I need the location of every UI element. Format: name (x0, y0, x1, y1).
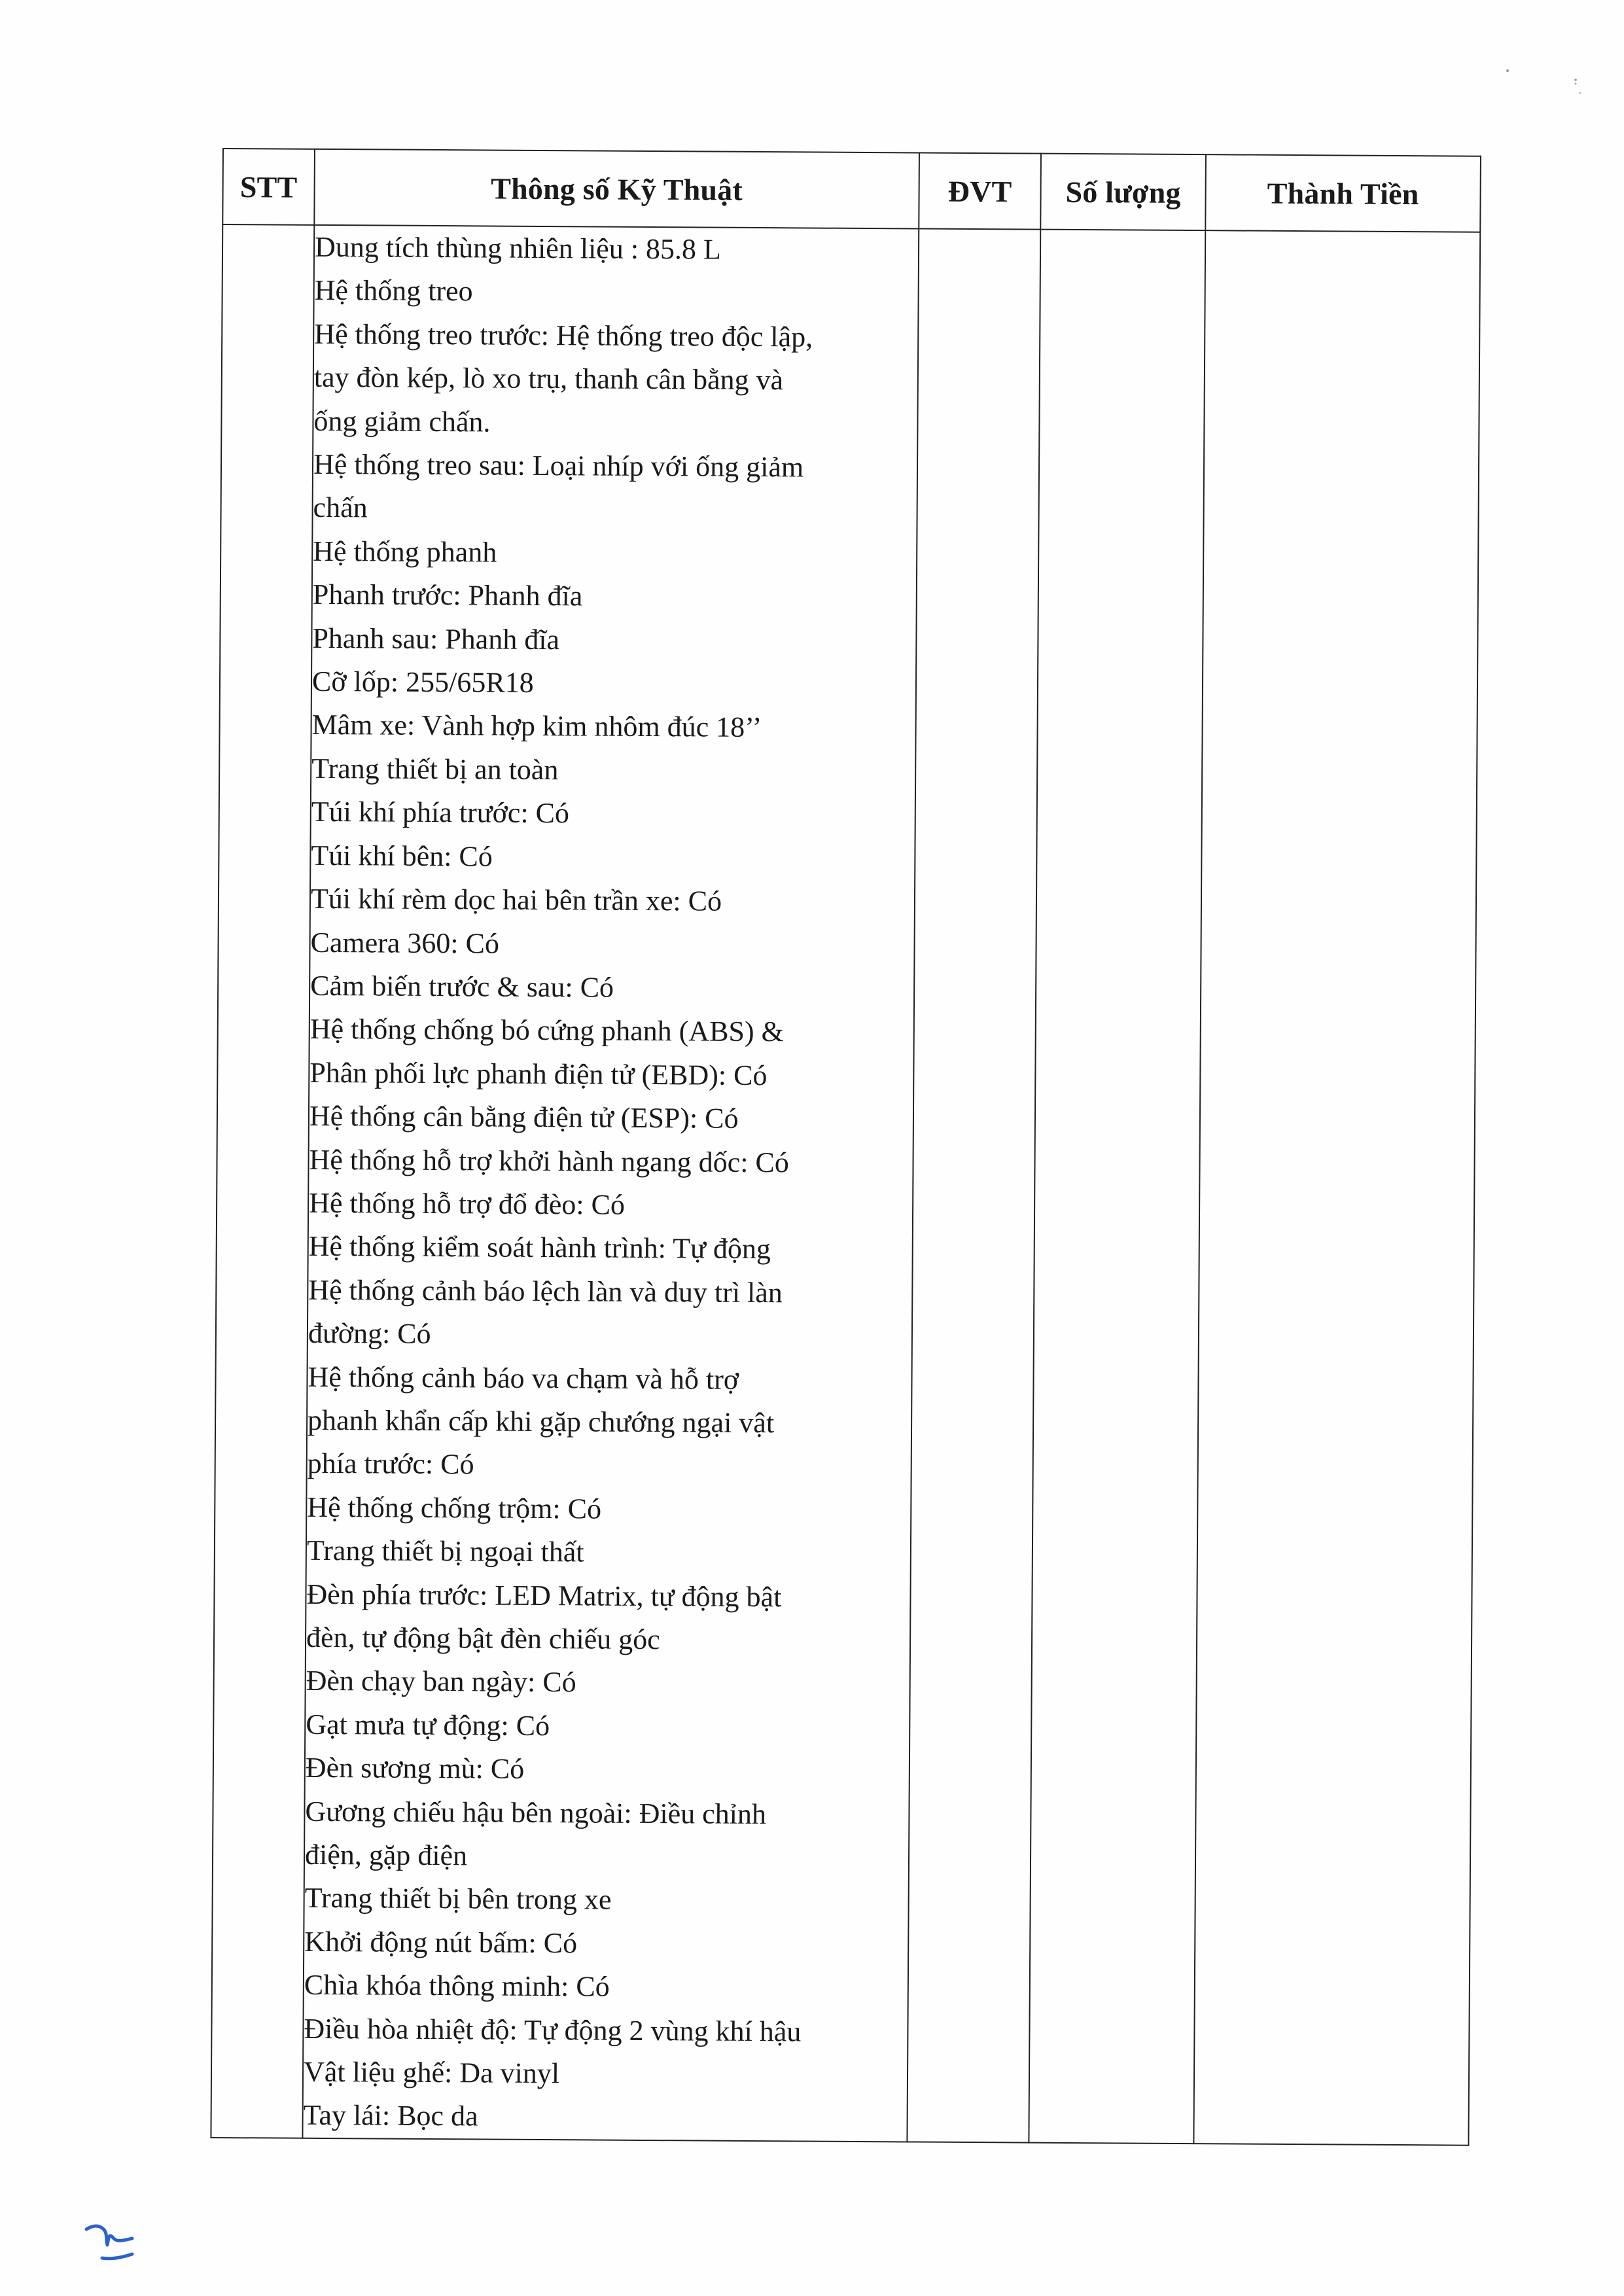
spec-line: Gạt mưa tự động: Có (306, 1708, 550, 1742)
spec-line: Hệ thống chống bó cứng phanh (ABS) & (309, 1013, 785, 1048)
spec-line: Hệ thống cảnh báo lệch làn và duy trì làn (308, 1273, 783, 1309)
spec-line: Trang thiết bị ngoại thất (306, 1534, 584, 1568)
spec-line: Đèn chạy ban ngày: Có (306, 1665, 576, 1699)
spec-line: Phanh trước: Phanh đĩa (312, 578, 583, 612)
spec-line: Tay lái: Bọc da (303, 2099, 478, 2132)
spec-line: Túi khí bên: Có (311, 839, 493, 873)
spec-line: Chìa khóa thông minh: Có (304, 1969, 610, 2003)
spec-line: Hệ thống hỗ trợ đổ đèo: Có (309, 1186, 626, 1221)
spec-line: Hệ thống chống trộm: Có (307, 1491, 602, 1525)
spec-line: chấn (313, 491, 368, 524)
spec-table (210, 148, 1481, 2146)
spec-line: Điều hòa nhiệt độ: Tự động 2 vùng khí hậu (304, 2012, 802, 2048)
spec-line: Hệ thống treo (314, 274, 473, 308)
handwritten-initials-icon (84, 2221, 143, 2267)
spec-line: Cảm biến trước & sau: Có (310, 969, 614, 1004)
cell-unit (907, 229, 1040, 2143)
spec-line: ống giảm chấn. (313, 404, 491, 438)
spec-line: Hệ thống hỗ trợ khởi hành ngang dốc: Có (309, 1143, 790, 1178)
spec-line: Camera 360: Có (310, 926, 500, 960)
spec-line: phanh khẩn cấp khi gặp chướng ngại vật (307, 1404, 775, 1439)
spec-line: Hệ thống cân bằng điện tử (ESP): Có (309, 1099, 739, 1135)
spec-line: Đèn sương mù: Có (305, 1752, 525, 1786)
spec-line: Trang thiết bị bên trong xe (304, 1882, 612, 1916)
spec-line: tay đòn kép, lò xo trụ, thanh cân bằng và (313, 361, 784, 397)
scan-specks (1498, 65, 1590, 105)
spec-line: phía trước: Có (307, 1447, 474, 1481)
spec-line: Phanh sau: Phanh đĩa (312, 622, 560, 656)
spec-line: Túi khí phía trước: Có (311, 796, 570, 830)
spec-line: Hệ thống kiểm soát hành trình: Tự động (308, 1230, 771, 1265)
spec-line: Hệ thống treo trước: Hệ thống treo độc lập, (314, 317, 813, 353)
table-header-row (222, 149, 1481, 232)
header-stt: STT (222, 149, 315, 225)
spec-line: đường: Có (308, 1316, 431, 1351)
spec-line: Cỡ lốp: 255/65R18 (311, 665, 534, 699)
spec-line: đèn, tự động bật đèn chiếu góc (306, 1621, 660, 1656)
cell-quantity (1029, 230, 1205, 2144)
spec-line: Túi khí rèm dọc hai bên trần xe: Có (310, 882, 722, 917)
cell-stt (211, 224, 314, 2138)
table-row (211, 224, 1480, 2146)
spec-line: Mâm xe: Vành hợp kim nhôm đúc 18’’ (311, 709, 762, 744)
spec-line: Đèn phía trước: LED Matrix, tự động bật (306, 1578, 782, 1613)
cell-total (1193, 230, 1480, 2145)
spec-line: Hệ thống cảnh báo va chạm và hỗ trợ (308, 1360, 739, 1396)
spec-line: Khởi động nút bấm: Có (304, 1925, 578, 1960)
header-spec: Thông số Kỹ Thuật (314, 149, 919, 229)
header-unit: ĐVT (919, 153, 1041, 230)
spec-line: Trang thiết bị an toàn (311, 752, 559, 786)
spec-line: Vật liệu ghế: Da vinyl (303, 2055, 560, 2090)
spec-line: Gương chiếu hậu bên ngoài: Điều chỉnh (305, 1795, 767, 1830)
spec-line: Phân phối lực phanh điện tử (EBD): Có (309, 1056, 768, 1091)
spec-line: điện, gặp điện (304, 1838, 468, 1872)
spec-line: Dung tích thùng nhiên liệu : 85.8 L (314, 230, 722, 266)
spec-line: Hệ thống treo sau: Loại nhíp với ống giảm (313, 448, 804, 484)
spec-line: Hệ thống phanh (313, 535, 497, 569)
header-quantity: Số lượng (1040, 154, 1206, 231)
cell-spec (302, 225, 919, 2142)
header-total: Thành Tiền (1205, 154, 1481, 232)
